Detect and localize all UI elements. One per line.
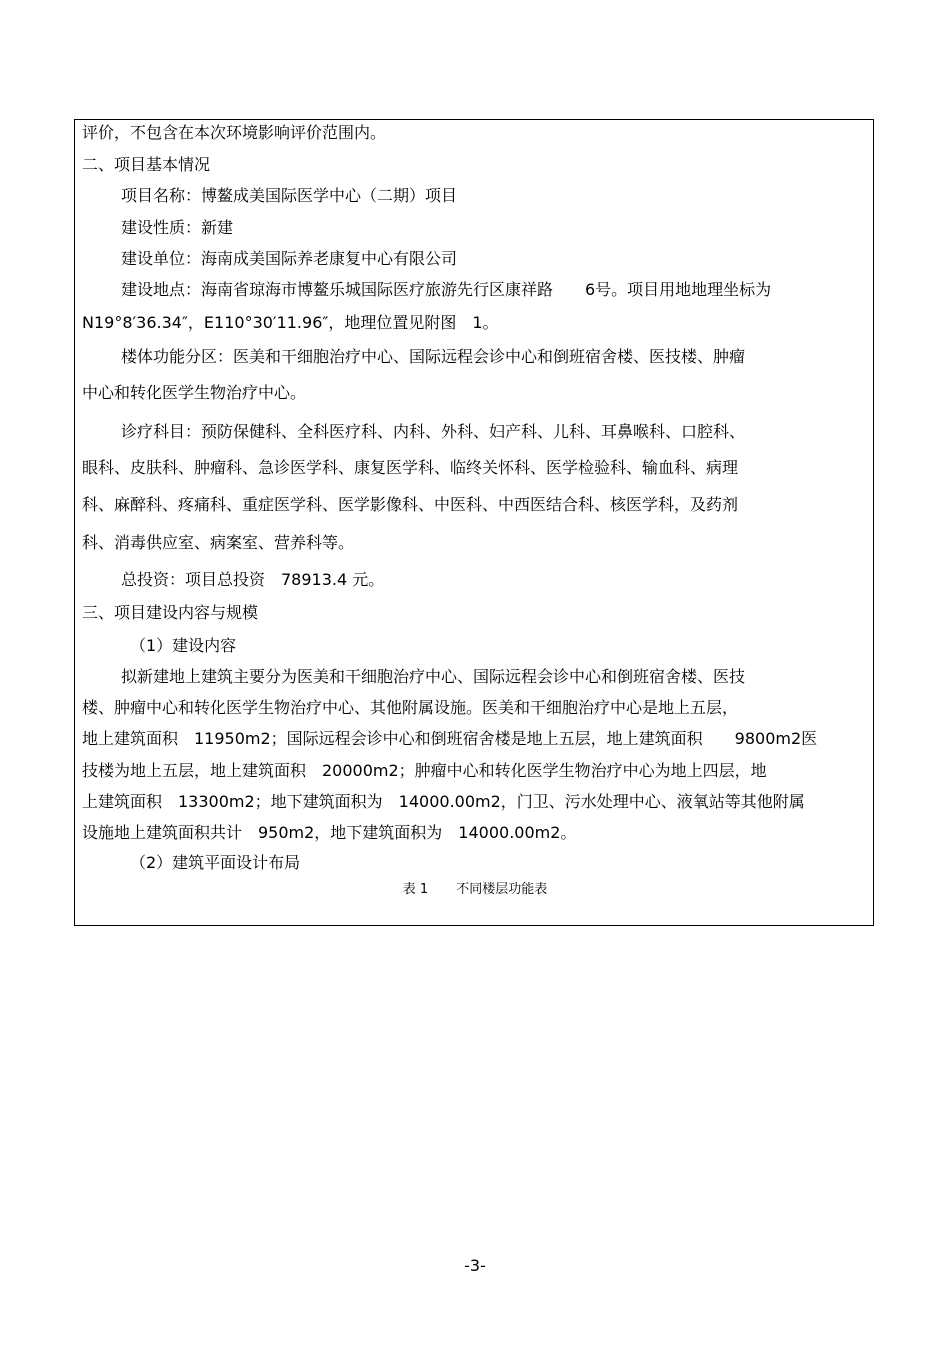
text-line: 科、消毒供应室、病案室、营养科等。: [82, 533, 355, 552]
text-line: 技楼为地上五层，地上建筑面积 20000m2；肿瘤中心和转化医学生物治疗中心为地上四层，地: [82, 761, 767, 780]
text-line: 项目名称：博鳌成美国际医学中心（二期）项目: [121, 186, 458, 205]
text-line: 拟新建地上建筑主要分为医美和干细胞治疗中心、国际远程会诊中心和倒班宿舍楼、医技: [121, 667, 746, 686]
text-line: 楼、肿瘤中心和转化医学生物治疗中心、其他附属设施。医美和干细胞治疗中心是地上五层，: [82, 698, 739, 717]
table-title: 不同楼层功能表: [456, 882, 548, 897]
text-line: 建设单位：海南成美国际养老康复中心有限公司: [121, 249, 458, 268]
subsection-heading: （1）建设内容: [130, 636, 237, 655]
page-number: -3-: [464, 1256, 486, 1275]
text-line: 地上建筑面积 11950m2；国际远程会诊中心和倒班宿舍楼是地上五层，地上建筑面积 9800m2医: [82, 729, 818, 748]
table-number: 表 1: [402, 882, 429, 897]
text-line: 诊疗科目：预防保健科、全科医疗科、内科、外科、妇产科、儿科、耳鼻喉科、口腔科、: [121, 422, 746, 441]
text-line: 评价，不包含在本次环境影响评价范围内。: [82, 123, 387, 142]
text-line: 科、麻醉科、疼痛科、重症医学科、医学影像科、中医科、中西医结合科、核医学科，及药剂: [82, 495, 739, 514]
table-caption: [0, 881, 950, 899]
text-line: 总投资：项目总投资 78913.4 元。: [121, 570, 385, 589]
text-line: 楼体功能分区：医美和干细胞治疗中心、国际远程会诊中心和倒班宿舍楼、医技楼、肿瘤: [121, 347, 746, 366]
subsection-heading: （2）建筑平面设计布局: [130, 853, 301, 872]
text-line: 眼科、皮肤科、肿瘤科、急诊医学科、康复医学科、临终关怀科、医学检验科、输血科、病理: [82, 458, 739, 477]
text-line: 上建筑面积 13300m2；地下建筑面积为 14000.00m2，门卫、污水处理中心、液氧站等其他附属: [82, 792, 805, 811]
text-line: 建设性质：新建: [121, 218, 234, 237]
text-line: 设施地上建筑面积共计 950m2，地下建筑面积为 14000.00m2。: [82, 823, 577, 842]
text-line: N19°8′36.34″，E110°30′11.96″，地理位置见附图 1。: [82, 313, 499, 332]
section-heading: 三、项目建设内容与规模: [82, 603, 259, 622]
text-line: 建设地点：海南省琼海市博鳌乐城国际医疗旅游先行区康祥路 6号。项目用地地理坐标为: [121, 280, 772, 299]
section-heading: 二、项目基本情况: [82, 155, 211, 174]
text-line: 中心和转化医学生物治疗中心。: [82, 383, 307, 402]
